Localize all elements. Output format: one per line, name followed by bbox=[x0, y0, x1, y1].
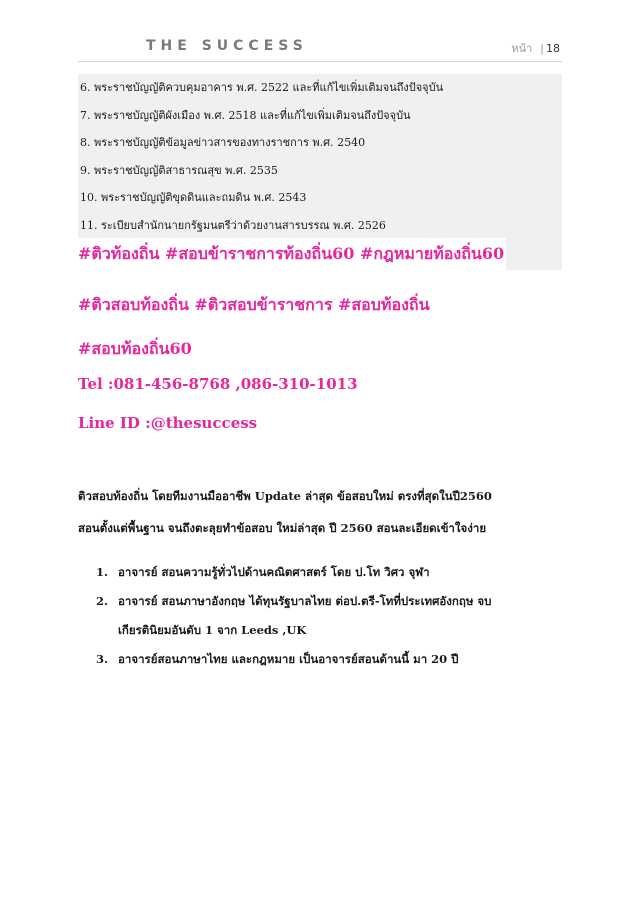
instructor-list bbox=[96, 558, 566, 674]
list-number: 1. bbox=[96, 565, 109, 579]
contact-tel: Tel :081-456-8768 ,086-310-1013 bbox=[78, 375, 358, 393]
brand-title: THE SUCCESS bbox=[146, 38, 308, 54]
law-item: 9. พระราชบัญญัติสาธารณสุข พ.ศ. 2535 bbox=[80, 163, 278, 177]
header-divider bbox=[78, 61, 562, 62]
list-item-text: อาจารย์ สอนความรู้ทั่วไปด้านคณิตศาสตร์ โดย ป.โท วิศว จุฬา bbox=[118, 565, 430, 579]
law-item: 11. ระเบียบสำนักนายกรัฐมนตรีว่าด้วยงานสารบรรณ พ.ศ. 2526 bbox=[80, 218, 386, 232]
law-list bbox=[78, 74, 562, 239]
page-number-block bbox=[511, 39, 560, 57]
law-item: 10. พระราชบัญญัติขุดดินและถมดิน พ.ศ. 2543 bbox=[80, 191, 307, 204]
hashtag-row-1 bbox=[78, 238, 562, 270]
intro-line-1: ติวสอบท้องถิ่น โดยทีมงานมืออาชีพ Update ล่าสุด ข้อสอบใหม่ ตรงที่สุดในปี2560 bbox=[78, 489, 492, 503]
list-item bbox=[96, 587, 566, 645]
hashtag-line-3: #สอบท้องถิ่น60 bbox=[78, 339, 192, 358]
list-item-text: อาจารย์สอนภาษาไทย และกฎหมาย เป็นอาจารย์สอนด้านนี้ มา 20 ปี bbox=[118, 652, 459, 666]
list-number: 2. bbox=[96, 594, 109, 608]
page-separator: | bbox=[540, 42, 544, 55]
list-item-text-continued: เกียรตินิยมอันดับ 1 จาก Leeds ,UK bbox=[118, 623, 307, 637]
law-item: 6. พระราชบัญญัติควบคุมอาคาร พ.ศ. 2522 และที่แก้ไขเพิ่มเติมจนถึงปัจจุบัน bbox=[80, 81, 444, 94]
list-item-text: อาจารย์ สอนภาษาอังกฤษ ได้ทุนรัฐบาลไทย ต่อป.ตรี-โทที่ประเทศอังกฤษ จบ bbox=[118, 594, 492, 608]
contact-line-id: Line ID :@thesuccess bbox=[78, 414, 258, 432]
list-number: 3. bbox=[96, 652, 109, 666]
list-item bbox=[96, 558, 566, 587]
intro-line-2: สอนตั้งแต่พื้นฐาน จนถึงตะลุยทำข้อสอบ ใหม่ล่าสุด ปี 2560 สอนละเอียดเข้าใจง่าย bbox=[78, 521, 487, 535]
page-label: หน้า bbox=[511, 42, 533, 55]
list-item bbox=[96, 645, 566, 674]
law-item: 7. พระราชบัญญัติผังเมือง พ.ศ. 2518 และที่แก้ไขเพิ่มเติมจนถึงปัจจุบัน bbox=[80, 108, 411, 122]
law-item: 8. พระราชบัญญัติข้อมูลข่าวสารของทางราชการ พ.ศ. 2540 bbox=[80, 136, 366, 149]
page-number: 18 bbox=[546, 42, 560, 55]
page-header bbox=[0, 0, 638, 62]
hashtag-line-1: #ติวท้องถิ่น #สอบข้าราชการท้องถิ่น60 #กฎหมายท้องถิ่น60 bbox=[78, 238, 506, 270]
hashtag-line-2: #ติวสอบท้องถิ่น #ติวสอบข้าราชการ #สอบท้องถิ่น bbox=[78, 295, 430, 314]
